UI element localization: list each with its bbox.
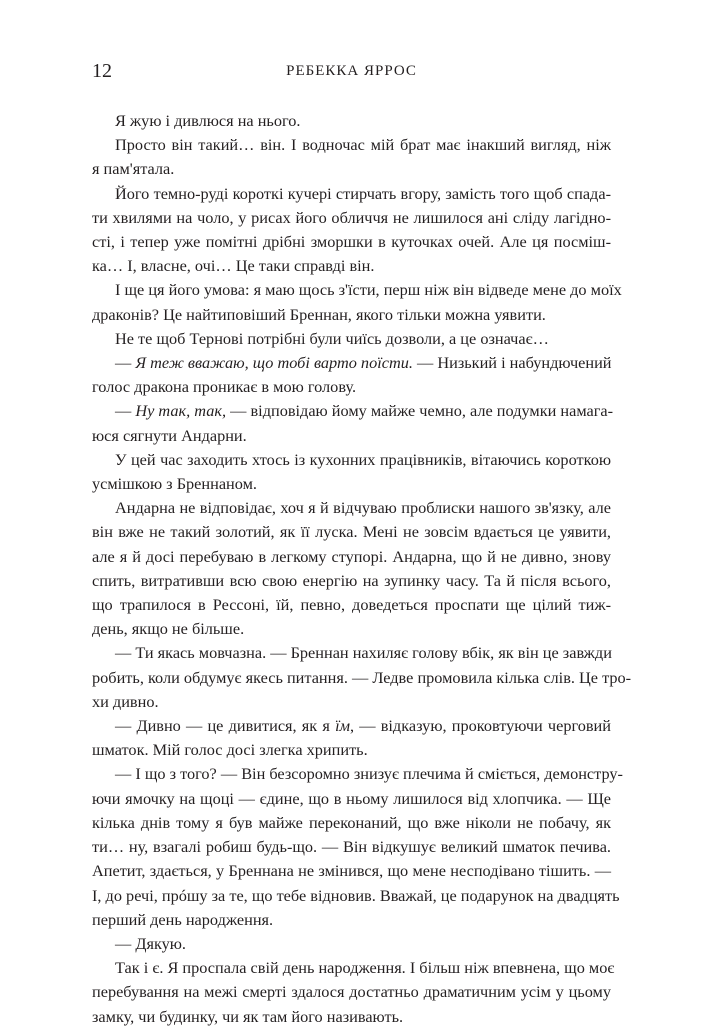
text-run: , — відказую, проковтуючи черговий [349, 716, 611, 736]
text-line: але я й досі перебуваю в легкому ступорі. Андарна, що й не дивно, знову [92, 546, 611, 566]
paragraph [92, 762, 623, 931]
italic-run: їм [335, 716, 350, 736]
text-line: замку, чи будинку, чи як там його називають. [92, 1006, 404, 1026]
text-line: Не те щоб Тернові потрібні були чиїсь дозволи, а це означає… [115, 328, 549, 348]
text-line: усмішкою з Бреннаном. [92, 474, 257, 494]
text-line: І ще ця його умова: я маю щось з'їсти, перш ніж він відведе мене до моїх [115, 280, 622, 300]
paragraph [92, 109, 611, 133]
text-line [92, 375, 611, 399]
text-run: — Дивно — це дивитися, як я [115, 716, 336, 736]
text-run: — Низький і набундючений [412, 353, 612, 373]
paragraph [92, 956, 615, 1029]
text-line: І, до речі, прóшу за те, що тебе відновив. Вважай, це подарунок на двадцять [92, 885, 620, 905]
paragraph [92, 714, 611, 762]
text-run: — [115, 353, 136, 373]
text-line: ючи ямочку на щоці — єдине, що в ньому лишилося від хлопчика. — Ще [92, 788, 611, 808]
paragraph [92, 327, 611, 351]
text-line: — Ти якась мовчазна. — Бреннан нахиляє голову вбік, як він це завжди [115, 643, 612, 663]
page-number: 12 [92, 60, 112, 82]
text-line: ка… І, власне, очі… Це таки справді він. [92, 256, 375, 276]
text-line [92, 714, 611, 738]
text-line: Просто він такий… він. І водночас мій брат має інакший вигляд, ніж [115, 135, 611, 155]
text-line: Апетит, здається, у Бреннана не змінився, що мене несподівано тішить. — [92, 861, 611, 881]
text-line: Я жую і дивлюся на нього. [115, 111, 301, 130]
text-line: робить, коли обдумує якесь питання. — Ледве промовила кілька слів. Це тро- [92, 667, 632, 687]
text-line: драконів? Це найтиповіший Бреннан, якого тільки можна уявити. [92, 304, 546, 324]
text-run: голос дракона проникає в мою голову. [92, 377, 357, 397]
paragraph [92, 448, 611, 496]
text-line: Його темно-руді короткі кучері стирчать вгору, замість того щоб спада- [115, 183, 611, 203]
text-line [92, 399, 614, 423]
text-line [92, 424, 611, 448]
text-line: У цей час заходить хтось із кухонних працівників, вітаючись короткою [115, 449, 611, 469]
text-line: сті, і тепер уже помітні дрібні зморшки в куточках очей. Але ця посміш- [92, 232, 611, 252]
text-line: перший день народження. [92, 909, 274, 929]
paragraph [92, 399, 614, 447]
text-line: хи дивно. [92, 691, 159, 711]
text-line: ти хвилями на чоло, у рисах його обличчя не лишилося ані сліду лагідно- [92, 207, 611, 227]
text-line [92, 351, 611, 375]
paragraph [92, 351, 611, 399]
text-line: спить, витративши всю свою енергію на зупинку часу. Та й після всього, [92, 570, 611, 590]
text-line: Так і є. Я проспала свій день народження. І більш ніж впевнена, що моє [115, 958, 615, 978]
text-line: день, якщо не більше. [92, 619, 245, 639]
paragraph [92, 133, 611, 181]
paragraph [92, 278, 622, 326]
text-line: Андарна не відповідає, хоч я й відчуваю проблиски нашого зв'язку, але [115, 498, 611, 518]
text-line: ти… ну, взагалі робиш будь-що. — Він відкушує великий шматок печива. [92, 837, 611, 857]
body-text [92, 109, 632, 1029]
paragraph [92, 641, 632, 714]
paragraph [92, 932, 611, 956]
paragraph [92, 496, 611, 641]
paragraph [92, 182, 611, 279]
running-head: РЕБЕККА ЯРРОС [286, 63, 417, 79]
text-line: я пам'ятала. [92, 159, 175, 179]
text-run: юся сягнути Андарни. [92, 425, 247, 445]
text-line [92, 738, 611, 762]
text-line: — Дякую. [115, 933, 186, 953]
text-line: що трапилося в Рессоні, їй, певно, доведеться проспати ще цілий тиж- [92, 595, 611, 615]
text-run: шматок. Мій голос досі злегка хрипить. [92, 740, 368, 760]
italic-run: Я теж вважаю, що тобі варто поїсти. [135, 353, 413, 373]
text-run: — [115, 401, 136, 421]
text-line: — І що з того? — Він безсоромно знизує плечима й сміється, демонстру- [115, 764, 623, 784]
italic-run: Ну так, так, [135, 401, 227, 421]
text-run: — відповідаю йому майже чемно, але подумки намага- [226, 401, 614, 421]
text-line: перебування на межі смерті здалося достатньо драматичним усім у цьому [92, 982, 611, 1002]
text-line: кілька днів тому я був майже переконаний, що вже ніколи не побачу, як [92, 812, 611, 832]
text-line: він вже не такий золотий, як її луска. Мені не зовсім вдається це уявити, [92, 522, 611, 542]
